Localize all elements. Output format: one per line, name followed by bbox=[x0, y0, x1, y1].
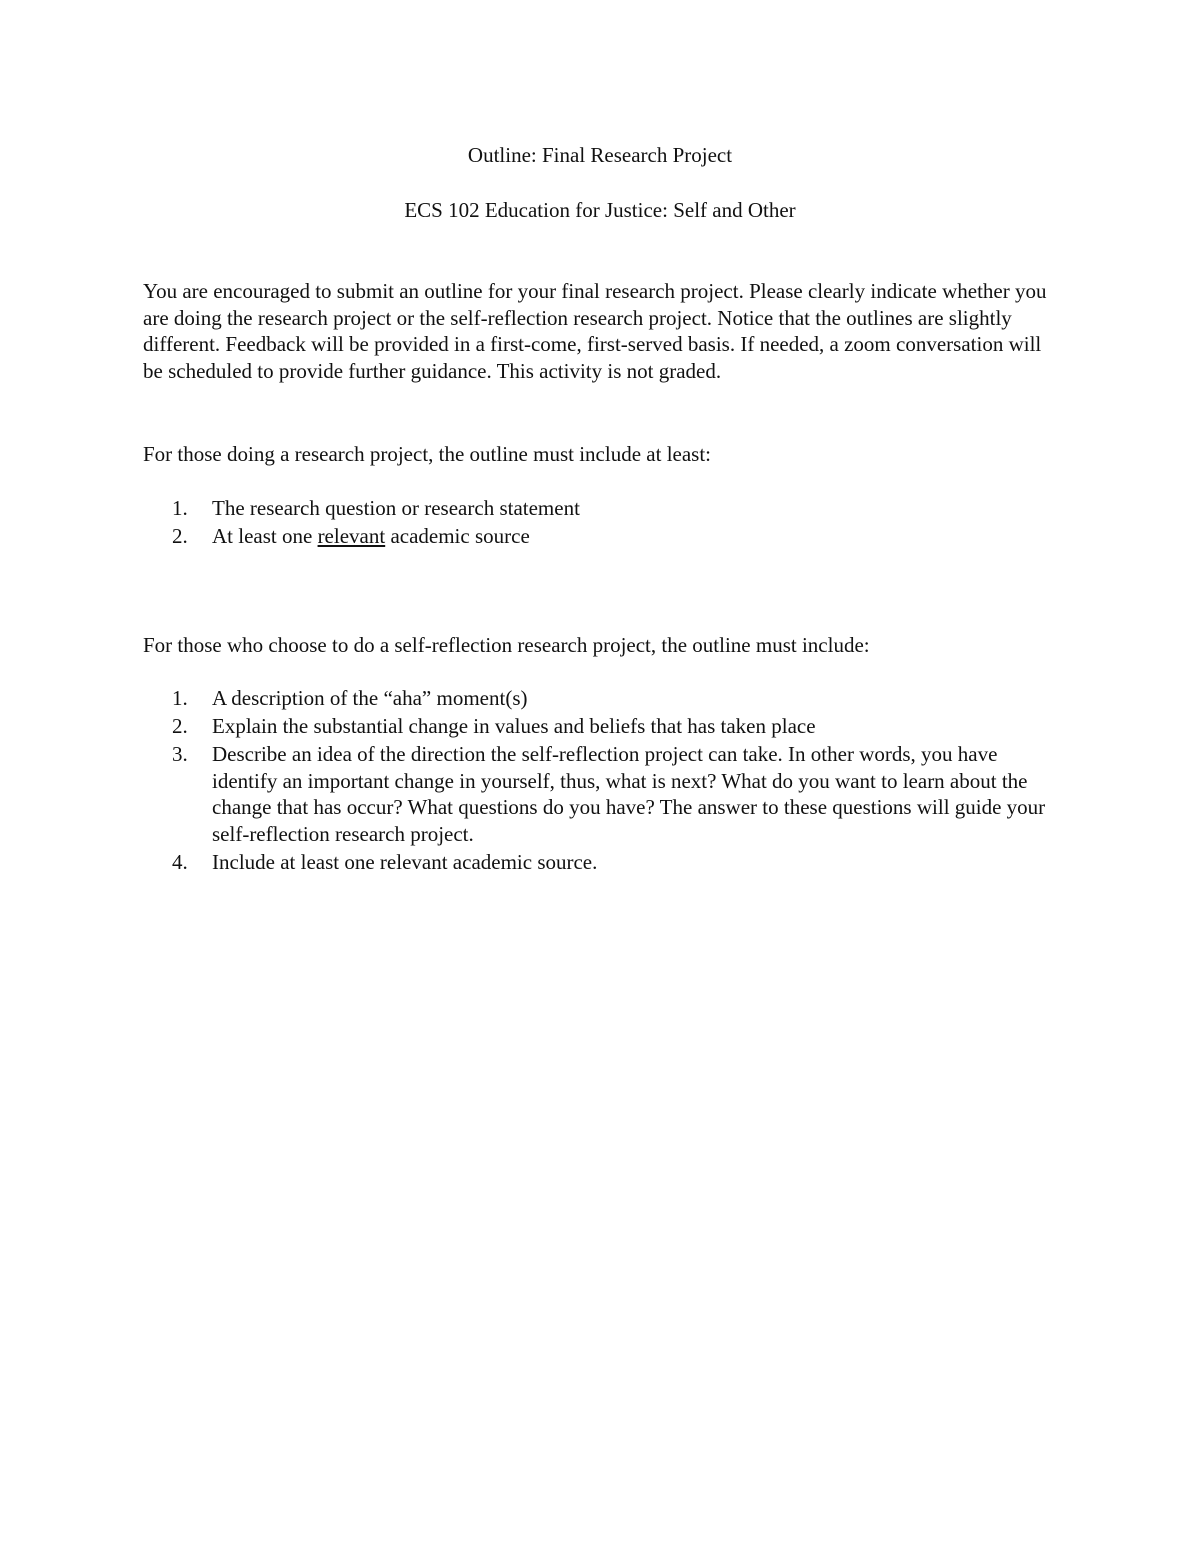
underlined-word: relevant bbox=[317, 524, 386, 548]
self-reflection-project-lead: For those who choose to do a self-reflection research project, the outline must include: bbox=[143, 633, 870, 657]
intro-paragraph: You are encouraged to submit an outline for your final research project. Please clearly indicate whether you are doing the research project or the self-reflection research project. Notice that the outlines are slightly different. Feedback will be provided in a first-come, first-served basis. If needed, a zoom conversation will be scheduled to provide further guidance. This activity is not graded. bbox=[143, 279, 1047, 383]
list-item bbox=[143, 849, 1063, 876]
list-item-number: 1. bbox=[172, 496, 188, 520]
list-item-number: 4. bbox=[172, 849, 188, 874]
list-item-number: 2. bbox=[172, 714, 188, 738]
list-item-text: The research question or research statement bbox=[212, 496, 580, 520]
research-requirements-list bbox=[143, 495, 1063, 551]
list-item-text-end: academic source bbox=[385, 524, 530, 548]
list-item-text: Explain the substantial change in values and beliefs that has taken place bbox=[212, 714, 816, 738]
course-title: ECS 102 Education for Justice: Self and Other bbox=[404, 198, 796, 222]
list-item-number: 2. bbox=[172, 524, 188, 548]
research-project-lead: For those doing a research project, the outline must include at least: bbox=[143, 442, 712, 466]
list-item bbox=[143, 713, 1063, 740]
list-item-text-start: At least one bbox=[212, 524, 318, 548]
list-item bbox=[143, 495, 1063, 522]
list-item-text: A description of the “aha” moment(s) bbox=[212, 686, 528, 710]
list-item-number: 3. bbox=[172, 742, 188, 766]
document-title: Outline: Final Research Project bbox=[467, 143, 733, 167]
list-item-text: Include at least one relevant academic source. bbox=[212, 849, 598, 874]
list-item-number: 1. bbox=[172, 686, 188, 710]
list-item-text: Describe an idea of the direction the self-reflection project can take. In other words, you have identify an important change in yourself, thus, what is next? What do you want to learn about the change that has occur? What questions do you have? The answer to these questions will guide your self-reflection research project. bbox=[212, 742, 1046, 846]
list-item bbox=[143, 685, 1063, 712]
list-item bbox=[143, 741, 1063, 847]
self-reflection-requirements-list bbox=[143, 685, 1063, 877]
list-item bbox=[143, 523, 1063, 550]
